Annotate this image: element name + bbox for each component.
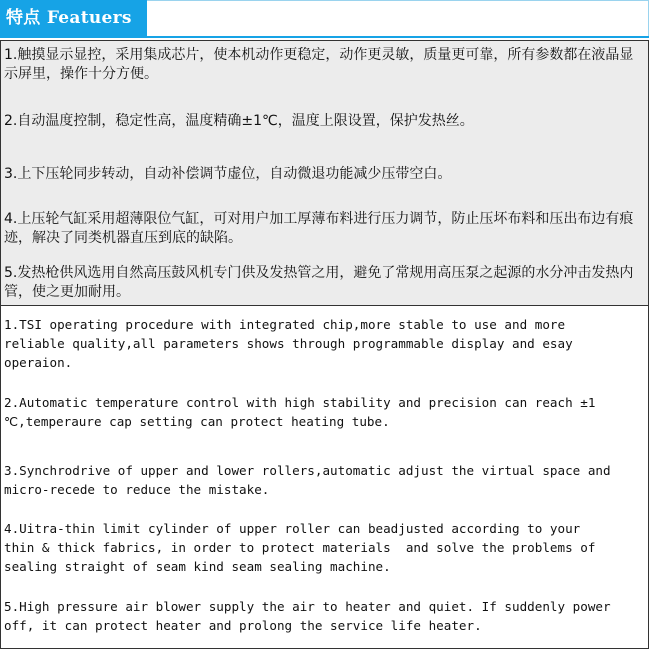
cn-feature-1: 1.触摸显示显控，采用集成芯片，使本机动作更稳定，动作更灵敏，质量更可靠，所有参数都在液晶显示屏里，操作十分方便。 — [4, 47, 634, 82]
header-divider — [0, 36, 649, 38]
features-title: 特点 Featuers — [0, 0, 147, 36]
chinese-features-panel — [0, 40, 649, 306]
cn-feature-4: 4.上压轮气缸采用超薄限位气缸，可对用户加工厚薄布料进行压力调节，防止压坏布料和压出布边有痕迹，解决了同类机器直压到底的缺陷。 — [4, 211, 634, 246]
header-bar — [0, 0, 649, 36]
cn-feature-3: 3.上下压轮同步转动，自动补偿调节虚位，自动微退功能减少压带空白。 — [4, 166, 452, 182]
en-feature-5: 5.High pressure air blower supply the air to heater and quiet. If suddenly power off, it can protect heater and prolong the service life heater. — [4, 599, 611, 633]
en-feature-4: 4.Uitra-thin limit cylinder of upper roller can beadjusted according to your thin & thick fabrics, in order to protect materials and solve the problems of sealing straight of seam kind seam sealing machine. — [4, 521, 596, 574]
en-feature-3: 3.Synchrodrive of upper and lower rollers,automatic adjust the virtual space and micro-recede to reduce the mistake. — [4, 463, 611, 497]
en-feature-2: 2.Automatic temperature control with high stability and precision can reach ±1 ℃,temperaure cap setting can protect heating tube. — [4, 395, 596, 429]
en-feature-1: 1.TSI operating procedure with integrated chip,more stable to use and more reliable quality,all parameters shows through programmable display and esay operaion. — [4, 317, 573, 370]
cn-feature-2: 2.自动温度控制，稳定性高，温度精确±1℃，温度上限设置，保护发热丝。 — [4, 113, 474, 129]
english-features-panel — [0, 306, 649, 649]
header-outline — [147, 0, 649, 36]
cn-feature-5: 5.发热枪供风选用自然高压鼓风机专门供及发热管之用，避免了常规用高压泵之起源的水分冲击发热内管，使之更加耐用。 — [4, 265, 634, 300]
